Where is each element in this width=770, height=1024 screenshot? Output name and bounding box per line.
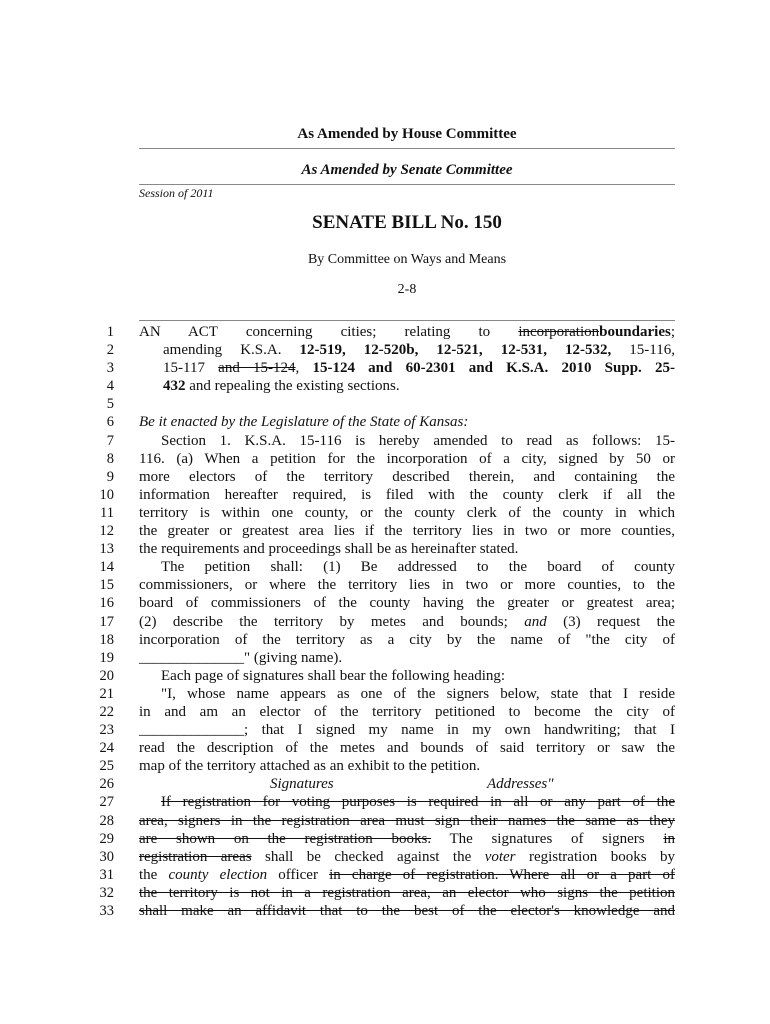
text-line: the county election officer in charge of registration. Where all or a part of (139, 866, 675, 883)
text-line: are shown on the registration books. The signatures of signers in (139, 830, 675, 847)
bill-sponsor: By Committee on Ways and Means (307, 252, 507, 267)
body-rule (139, 320, 675, 321)
line-number: 8 (106, 450, 114, 467)
amended-by-senate-heading: As Amended by Senate Committee (301, 162, 513, 178)
line-number: 20 (99, 667, 114, 684)
line-number: 32 (99, 884, 114, 901)
line-number: 24 (99, 740, 114, 757)
header-rule-2 (139, 184, 675, 185)
signature-heading-row (139, 775, 675, 793)
text-line: If registration for voting purposes is required in all or any part of the (161, 794, 675, 811)
text-line: Each page of signatures shall bear the following heading: (161, 667, 506, 684)
addresses-label: Addresses" (487, 776, 554, 793)
text-line: ______________" (giving name). (139, 649, 343, 666)
text-line: the territory is not in a registration area, an elector who signs the petition (139, 884, 675, 901)
line-number: 27 (99, 794, 114, 811)
line-number: 2 (106, 342, 114, 359)
line-number: 14 (99, 559, 114, 576)
text-line: shall make an affidavit that to the best of the elector's knowledge and (139, 903, 675, 919)
text-line: information hereafter required, is filed with the county clerk if all the (139, 486, 675, 503)
text-line: 116. (a) When a petition for the incorporation of a city, signed by 50 or (139, 450, 675, 467)
header-rule-1 (139, 148, 675, 149)
line-number: 4 (106, 378, 114, 395)
line-number: 12 (99, 523, 114, 540)
line-number: 25 (99, 758, 114, 775)
text-line: in and am an elector of the territory petitioned to become the city of (139, 703, 675, 720)
blank-line (139, 395, 675, 413)
line-number: 33 (99, 903, 114, 919)
bill-title: SENATE BILL No. 150 (312, 212, 502, 233)
text-line: the greater or greatest area lies if the territory lies in two or more counties, (139, 523, 675, 540)
line-number: 28 (99, 812, 114, 829)
line-number: 30 (99, 848, 114, 865)
text-line: read the description of the metes and bounds of said territory or saw the (139, 740, 675, 757)
line-number: 23 (99, 722, 114, 739)
line-number: 1 (106, 324, 114, 340)
text-line: (2) describe the territory by metes and bounds; and (3) request the (139, 613, 675, 630)
line-numbers (92, 323, 114, 920)
text-line: the requirements and proceedings shall be as hereinafter stated. (139, 541, 519, 558)
text-line: 15-117 and 15-124, 15-124 and 60-2301 and K.S.A. 2010 Supp. 25- (163, 360, 675, 377)
text-line: ______________; that I signed my name in my own handwriting; that I (139, 722, 675, 739)
text-line: The petition shall: (1) Be addressed to the board of county (161, 559, 675, 576)
line-number: 11 (100, 504, 114, 521)
line-number: 16 (99, 595, 114, 612)
line-number: 22 (99, 703, 114, 720)
text-line: registration areas shall be checked against the voter registration books by (139, 848, 676, 865)
line-number: 26 (99, 776, 114, 793)
line-number: 15 (99, 577, 114, 594)
amended-by-house-heading: As Amended by House Committee (297, 126, 517, 142)
line-number: 21 (99, 685, 114, 702)
line-number: 5 (106, 396, 114, 413)
line-number: 29 (99, 830, 114, 847)
text-line: area, signers in the registration area must sign their names the same as they (139, 812, 675, 829)
bill-date: 2-8 (397, 282, 417, 297)
text-line: "I, whose name appears as one of the signers below, state that I reside (161, 685, 675, 702)
line-number: 17 (99, 613, 114, 630)
line-number: 10 (99, 486, 114, 503)
text-line: 432 and repealing the existing sections. (163, 378, 400, 395)
line-number: 18 (99, 631, 114, 648)
line-number: 6 (106, 414, 114, 431)
text-line: Section 1. K.S.A. 15-116 is hereby amended to read as follows: 15- (161, 432, 675, 449)
bill-body (139, 323, 675, 920)
session-label: Session of 2011 (139, 186, 214, 200)
line-number: 3 (106, 360, 114, 377)
text-line: commissioners, or where the territory lies in two or more counties, to the (139, 577, 675, 594)
enacting-clause: Be it enacted by the Legislature of the State of Kansas: (139, 414, 469, 431)
line-number: 7 (106, 432, 114, 449)
text-line: territory is within one county, or the county clerk of the county in which (139, 504, 675, 521)
text-line: more electors of the territory described therein, and containing the (139, 468, 675, 485)
text-line: incorporation of the territory as a city by the name of "the city of (139, 631, 675, 648)
signatures-label: Signatures (270, 776, 334, 793)
line-number: 13 (99, 541, 114, 558)
text-line: map of the territory attached as an exhibit to the petition. (139, 758, 481, 775)
text-line: amending K.S.A. 12-519, 12-520b, 12-521, 12-531, 12-532, 15-116, (163, 342, 675, 359)
line-number: 19 (99, 649, 114, 666)
line-number: 31 (99, 866, 114, 883)
text-line: AN ACT concerning cities; relating to incorporationboundaries; (139, 324, 675, 340)
text-line: board of commissioners of the county having the greater or greatest area; (139, 595, 675, 612)
line-number: 9 (106, 468, 114, 485)
